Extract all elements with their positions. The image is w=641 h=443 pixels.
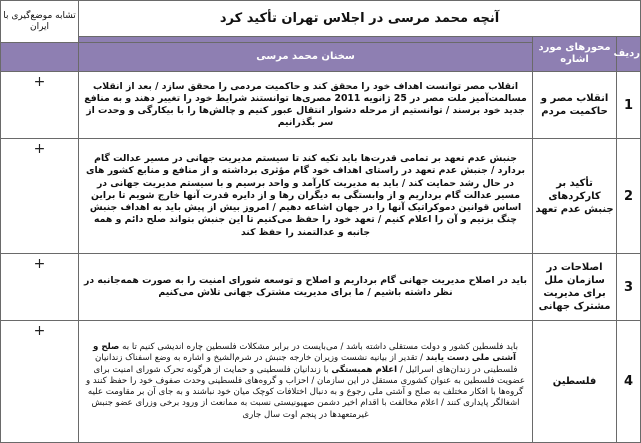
number-header: ردیف <box>617 37 641 72</box>
speech-text: باید فلسطین کشور و دولت مستقلی داشته باشد / می‌بایست در برابر مشکلات فلسطین چاره اندیشی کنیم تا به <box>119 341 519 352</box>
row-speech: جنبش عدم تعهد بر تمامی قدرت‌ها باید تکیه کند تا سیستم مدیریت جهانی در مسیر عدالت گام بردارد / جنبش عدم تعهد در راستای اهداف خود گام مؤثری برداشته و از منافع و منابع کشور های در حال رشد حمایت کند / باید به مدیریت کارآمد و واحد برسیم و با سیستم مدیریت جهانی در مسیر عدالت گام برداریم و از وابستگی به دیگران رها و از دایره قدرت آنها خارج شویم تا براین اساس قوانین دموکراتیک آنها را در جهان اشاعه دهیم / امروز بیش از پیش باید به اهداف جنبش چنگ بزنیم و آن را اعلام کنیم / تعهد خود را حفظ می‌کنیم تا این جنبش بتواند صلح دائم و همه جانبه و عدالتمند را حفظ کند <box>79 139 533 254</box>
speech-emphasis: صلح و آشتی ملی دست یابند <box>93 341 516 364</box>
row-number: 4 <box>617 321 641 443</box>
row-topic: انقلاب مصر و حاکمیت مردم <box>533 72 617 139</box>
similarity-header-fill <box>1 43 79 72</box>
row-topic: اصلاحات در سازمان ملل برای مدیریت مشترک جهانی <box>533 254 617 321</box>
table-row <box>1 254 641 321</box>
row-similarity: + <box>1 139 79 254</box>
row-speech: باید در اصلاح مدیریت جهانی گام برداریم و اصلاح و توسعه شورای امنیت را به صورت همه‌جانبه در نظر داشته باشیم / ما برای مدیریت مشترک جهانی تلاش می‌کنیم <box>79 254 533 321</box>
topic-header: محورهای مورد اشاره <box>533 37 617 72</box>
row-similarity: + <box>1 72 79 139</box>
title-row <box>1 1 641 37</box>
row-topic: فلسطین <box>533 321 617 443</box>
table-row <box>1 321 641 443</box>
table-title: آنچه محمد مرسی در اجلاس تهران تأکید کرد <box>79 1 641 37</box>
row-similarity: + <box>1 321 79 443</box>
row-topic: تأکید بر کارکردهای جنبش عدم تعهد <box>533 139 617 254</box>
row-number: 1 <box>617 72 641 139</box>
row-number: 3 <box>617 254 641 321</box>
row-similarity: + <box>1 254 79 321</box>
speech-header: سخنان محمد مرسی <box>79 43 533 72</box>
speech-text: با زندانیان فلسطینی و حمایت از هرگونه تحرک شورای امنیت برای عضویت فلسطین به عنوان کشوری مستقل در این سازمان / احزاب و گروه‌های فلسطینی وحدت صفوف خود را حفظ کنند و گروه‌ها با افکار مختلف به صلح و آشتی ملی رجوع و به دنبال اختلافات کوچک میان خود نباشند و به جای آن بر مقاومت علیه اشغالگر پایداری کنند / اعلام مخالفت با اقدام اخیر دشمن صهیونیستی نسبت به ممانعت از ورود برخی وزرای عضو جنبش غیرمتعهدها در پنجم اوت سال جاری <box>86 364 526 420</box>
similarity-header: تشابه موضع‌گیری با ایران <box>1 1 79 43</box>
table-row <box>1 72 641 139</box>
speech-emphasis: اعلام همبستگی <box>331 364 398 375</box>
row-speech: انقلاب مصر توانست اهداف خود را محقق کند و حاکمیت مردمی را محقق سازد / بعد از انقلاب مسالمت‌آمیز ملت مصر در 25 ژانویه 2011 مصری‌ها توانستند شرایط خود را تغییر دهند و به منافع جدید خود برسند / توانستیم از مرحله دشوار انتقال عبور کنیم و چالش‌ها را با بیکارگی و وحدت از سر بگذرانیم <box>79 72 533 139</box>
row-speech <box>79 321 533 443</box>
table-row <box>1 139 641 254</box>
row-number: 2 <box>617 139 641 254</box>
speech-text: / تقدیر از بیانیه نشست وزیران خارجه جنبش در شرم‌الشیخ و اشاره به وضع اسفناک زندانیان فلسطینی در زندان‌های اسرائیل / <box>95 353 518 375</box>
